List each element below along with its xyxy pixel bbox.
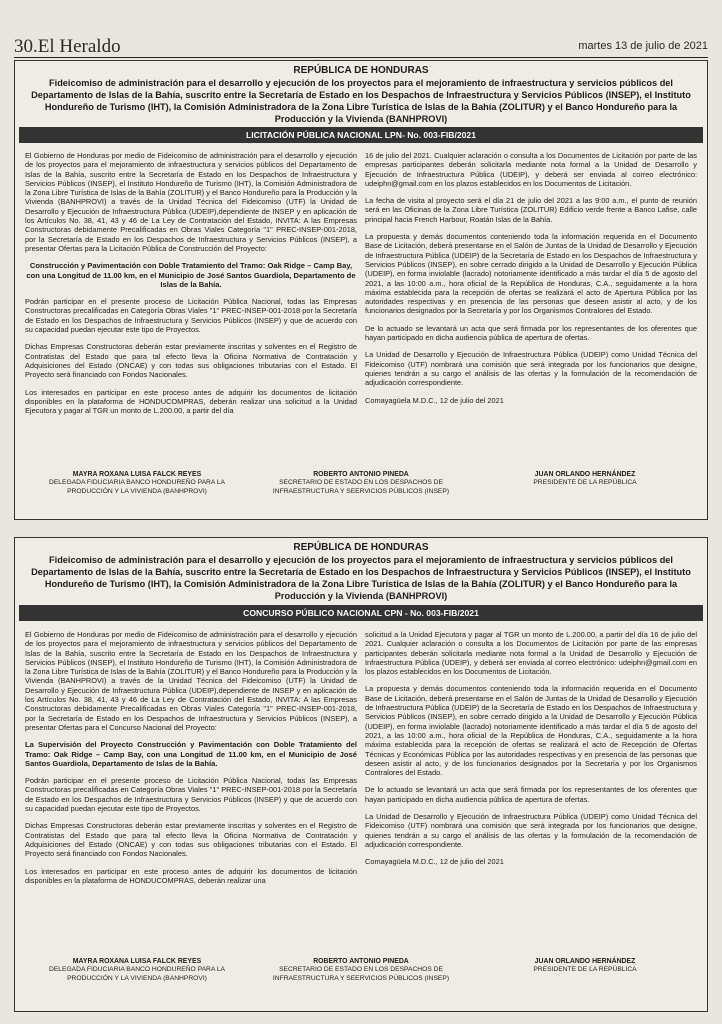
- paragraph: La propuesta y demás documentos conteniendo toda la información requerida en el Documento Base de Licitación, deberá presentarse en el Salón de Juntas de la Unidad de Desarrollo y Ejecución de Infraestructura Pública (UDEIP) de la Secretaría de Estado en los Despachos de Infraestructura y Servicios Públicos (INSEP), en sobre cerrado dirigido a la Unidad de Desarrollo y Ejecución Pública (UDEIP), en forma inviolable (lacrado) notoriamente identificado a más tardar el día 5 de agosto del 2021, a las 10:00 a.m., hora oficial de la República de Honduras, C.A., seguidamente a la hora máxima establecida para la recepción de ofertas se realizará el acto de Recepción de Ofertas Técnicas y Económicas Pública por las autoridades respectivas y en presencia de las personas que deseen asistir al acto, y de los funcionarios designados por la Secretaría y por los Organismos Contralores del Estado.: [365, 684, 697, 778]
- signature-block: [25, 471, 697, 496]
- signature-block: [25, 958, 697, 983]
- signer-role: SECRETARIO DE ESTADO EN LOS DESPACHOS DE INFRAESTRUCTURA Y SEERVICIOS PÚBLICOS (INSEP): [272, 479, 450, 495]
- notice-title: Fideicomiso de administración para el desarrollo y ejecución de los proyectos para el mejoramiento de infraestructura y servicios públicos del Departamento de Islas de la Bahía, suscrito entre la Secretaría de Estado en los Despachos de Infraestructura y Servicios Públicos (INSEP), el Instituto Hondureño de Turismo (IHT), la Comisión Administradora de la Zona Libre Turística de Islas de la Bahía (ZOLITUR) y el Banco Hondureño para la Producción y la Vivienda (BANHPROVI): [31, 555, 691, 601]
- signature: [35, 958, 240, 983]
- notice-body: [25, 630, 697, 893]
- paragraph: El Gobierno de Honduras por medio de Fideicomiso de administración para el desarrollo y ejecución de los proyectos para el mejoramiento de infraestructura y servicios públicos del Departamento de Islas de la Bahía, suscrito entre la Secretaría de Estado en los Despachos de Infraestructura y Servicios Públicos (INSEP), el Instituto Hondureño de Turismo (IHT), la Comisión Administradora de la Zona Libre Turística de Islas de la Bahía (ZOLITUR) y el Banco Hondureño para la Producción y la Vivienda (BANHPROVI) a través de la Unidad Técnica del Fideicomiso (UTF) la Unidad de Desarrollo y Ejecución de Infraestructura Pública (UDEIP),dependiente de INSEP y en aplicación de los Artículos No. 38, 41, 43 y 46 de La Ley de Contratación del Estado, INVITA: A las Empresas Constructoras debidamente Precalificadas en Obras Viales Categoría "1" PREC-INSEP-001-2018, por la Secretaría de Estado en los Despachos de Infraestructura y Servicios Públicos (INSEP), a presentar Ofertas para la Licitación Pública de Construcción del Proyecto:: [25, 151, 357, 253]
- project-name: Construcción y Pavimentación con Doble Tratamiento del Tramo: Oak Ridge – Camp Bay, con una Longitud de 11.00 km, en el Municipio de José Santos Guardiola, Departamento de Islas de la Bahía.: [26, 261, 356, 289]
- paragraph: 16 de julio del 2021. Cualquier aclaración o consulta a los Documentos de Licitación por parte de las empresas participantes deberán solicitarla mediante nota formal a la Unidad de Desarrollo y Ejecución de Infraestructura Pública (UDEIP), y deberá ser enviada al correo electrónico: udeiphn@gmail.com en los plazos establecidos en los Documentos de Licitación.: [365, 151, 697, 188]
- notice-republic-heading: REPÚBLICA DE HONDURAS: [293, 65, 429, 76]
- signer-name: JUAN ORLANDO HERNÁNDEZ: [534, 471, 636, 478]
- notice-body: [25, 151, 697, 423]
- signature: [35, 471, 240, 496]
- paragraph: Dichas Empresas Constructoras deberán estar previamente inscritas y solventes en el Registro de Contratistas del Estado que para tal efecto lleva la Oficina Normativa de Contratación y Adquisiciones del Estado (ONCAE) y con todas sus obligaciones tributarias con el Estado. El Proyecto será financiado con Fondos Nacionales.: [25, 821, 357, 859]
- paragraph: Podrán participar en el presente proceso de Licitación Pública Nacional, todas las Empresas Constructoras precalificadas en Categoría Obras Viales "1" PREC-INSEP-001-2018 por la Secretaría de Estado en los Despachos de Infraestructura y Servicios Públicos (INSEP) y que de acuerdo con su capacidad puedan ejecutar este tipo de Proyectos.: [25, 776, 357, 814]
- signature: [483, 471, 688, 496]
- place-date: Comayagüela M.D.C., 12 de julio del 2021: [365, 395, 504, 405]
- signature: [259, 958, 464, 983]
- notice-right-column: [365, 630, 697, 893]
- notice-tender-bar: CONCURSO PÚBLICO NACIONAL CPN - No. 003-FIB/2021: [19, 605, 703, 621]
- paragraph: Los interesados en participar en este proceso antes de adquirir los documentos de licitación disponibles en la plataforma de HONDUCOMPRAS, deberán realizar una: [25, 866, 357, 885]
- paragraph: La fecha de visita al proyecto será el día 21 de julio del 2021 a las 9:00 a.m., el punto de reunión será en las Oficinas de la Zona Libre Turística (ZOLITUR) Edificio verde frente a Banco Lafise, calle principal hacia French Harbour, Roatán Islas de la Bahía.: [365, 196, 697, 224]
- signer-name: MAYRA ROXANA LUISA FALCK REYES: [72, 958, 202, 965]
- paragraph: El Gobierno de Honduras por medio de Fideicomiso de administración para el desarrollo y ejecución de los proyectos para el mejoramiento de infraestructura y servicios públicos del Departamento de Islas de la Bahía, suscrito entre la Secretaría de Estado en los Despachos de Infraestructura y Servicios Públicos (INSEP), el Instituto Hondureño de Turismo (IHT), la Comisión Administradora de la Zona Libre Turística de Islas de la Bahía (ZOLITUR) y el Banco Hondureño para la Producción y la Vivienda (BANHPROVI) a través de la Unidad Técnica del Fideicomiso (UTF) la Unidad de Desarrollo y Ejecución de Infraestructura Pública (UDEIP),dependiente de INSEP y en aplicación de los Artículos No. 38, 41, 43 y 46 de La Ley de Contratación del Estado, INVITA: A las Empresas Constructoras debidamente Precalificadas en Obras Viales Categoría "1" PREC-INSEP-001-2018, por la Secretaría de Estado en los Despachos de Infraestructura y Servicios Públicos (INSEP), a presentar Ofertas para el Concurso Nacional del Proyecto:: [25, 630, 357, 732]
- paragraph: De lo actuado se levantará un acta que será firmada por los representantes de los oferentes que hayan participado en dicha audiencia pública de apertura de ofertas.: [365, 323, 697, 343]
- notice-republic-heading: REPÚBLICA DE HONDURAS: [293, 542, 429, 553]
- tender-notice-cpn: [14, 537, 708, 1012]
- newspaper-brand: 30.El Heraldo: [14, 36, 121, 57]
- signer-role: DELEGADA FIDUCIARIA BANCO HONDUREÑO PARA LA PRODUCCIÓN Y LA VIVIENDA (BANHPROVI): [48, 479, 226, 495]
- notice-tender-bar: LICITACIÓN PÚBLICA NACIONAL LPN- No. 003-FIB/2021: [19, 127, 703, 143]
- signer-name: ROBERTO ANTONIO PINEDA: [313, 958, 409, 965]
- project-name: La Supervisión del Proyecto Construcción y Pavimentación con Doble Tratamiento del Tramo: Oak Ridge – Camp Bay, con una Longitud de 11.00 km, en el Municipio de José Santos Guardiola, Departamento de Islas de la Bahía.: [25, 740, 357, 768]
- paragraph: La propuesta y demás documentos conteniendo toda la información requerida en el Documento Base de Licitación, deberá presentarse en el Salón de Juntas de la Unidad de Desarrollo y Ejecución de Infraestructura Pública (UDEIP) de la Secretaría de Estado en los Despachos de Infraestructura y Servicios Públicos (INSEP), en sobre cerrado dirigido a la Unidad de Desarrollo y Ejecución Pública (UDEIP), en forma inviolable (lacrado) notoriamente identificado a más tardar el día 5 de agosto del 2021, a las 10:00 a.m., hora oficial de la República de Honduras, C.A., seguidamente a la hora máxima establecida para la recepción de ofertas se realizará el acto de Apertura Pública por las autoridades respectivas y en presencia de las personas que deseen asistir al acto, y de los funcionarios designados por la Secretaría y por los Organismos Contralores del Estado.: [365, 232, 697, 316]
- notice-right-column: [365, 151, 697, 423]
- paragraph: De lo actuado se levantará un acta que será firmada por los representantes de los oferentes que hayan participado en dicha audiencia pública de apertura de ofertas.: [365, 785, 697, 804]
- masthead: [14, 34, 708, 58]
- issue-date: martes 13 de julio de 2021: [578, 40, 708, 52]
- paragraph: Los interesados en participar en este proceso antes de adquirir los documentos de licitación disponibles en la plataforma de HONDUCOMPRAS, deberán realizar una solicitud a la Unidad Ejecutora y pagar al TGR un monto de L.200.00, a partir del día: [25, 387, 357, 416]
- signer-role: PRESIDENTE DE LA REPÚBLICA: [533, 966, 637, 974]
- signature: [483, 958, 688, 983]
- notice-left-column: [25, 630, 357, 893]
- signer-name: JUAN ORLANDO HERNÁNDEZ: [534, 958, 636, 965]
- signer-role: SECRETARIO DE ESTADO EN LOS DESPACHOS DE INFRAESTRUCTURA Y SEERVICIOS PÚBLICOS (INSEP): [272, 966, 450, 982]
- signature: [259, 471, 464, 496]
- paragraph: La Unidad de Desarrollo y Ejecución de Infraestructura Pública (UDEIP) como Unidad Técnica del Fideicomiso (UTF) nombrará una comisión que será integrada por los funcionarios que designe, quienes tendrán a su cargo el análisis de las ofertas y la formulación de la recomendación de adjudicación correspondiente.: [365, 350, 697, 388]
- notice-left-column: [25, 151, 357, 423]
- paragraph: solicitud a la Unidad Ejecutora y pagar al TGR un monto de L.200.00, a partir del día 16 de julio del 2021. Cualquier aclaración o consulta a los Documentos de Licitación por parte de las empresas participantes deberán solicitarla mediante nota formal a la Unidad de Desarrollo y Ejecución de Infraestructura Pública (UDEIP), y deberá ser enviada al correo electrónico: udeiphn@gmail.com en los plazos establecidos en los Documentos de Licitación.: [365, 630, 697, 677]
- paragraph: Podrán participar en el presente proceso de Licitación Pública Nacional, todas las Empresas Constructoras precalificadas en Categoría Obras Viales "1" PREC-INSEP-001-2018 por la Secretaría de Estado en los Despachos de Infraestructura y Servicios Públicos (INSEP) y que de acuerdo con su capacidad puedan ejecutar este tipo de Proyectos.: [25, 297, 357, 335]
- place-date: Comayagüela M.D.C., 12 de julio del 2021: [365, 857, 504, 867]
- signer-role: DELEGADA FIDUCIARIA BANCO HONDUREÑO PARA LA PRODUCCIÓN Y LA VIVIENDA (BANHPROVI): [48, 966, 226, 982]
- notice-title: Fideicomiso de administración para el desarrollo y ejecución de los proyectos para el mejoramiento de infraestructura y servicios públicos del Departamento de Islas de la Bahía, suscrito entre la Secretaría de Estado en los Despachos de Infraestructura y Servicios Públicos (INSEP), el Instituto Hondureño de Turismo (IHT), la Comisión Administradora de la Zona Libre Turística de Islas de la Bahía (ZOLITUR) y el Banco Hondureño para la Producción y la Vivienda (BANHPROVI): [31, 78, 691, 124]
- signer-name: MAYRA ROXANA LUISA FALCK REYES: [72, 471, 202, 478]
- signer-role: PRESIDENTE DE LA REPÚBLICA: [533, 479, 637, 487]
- paragraph: Dichas Empresas Constructoras deberán estar previamente inscritas y solventes en el Registro de Contratistas del Estado que para tal efecto lleva la Oficina Normativa de Contratación y Adquisiciones del Estado (ONCAE) y con todas sus obligaciones tributarias con el Estado. El Proyecto será financiado con Fondos Nacionales.: [25, 342, 357, 380]
- signer-name: ROBERTO ANTONIO PINEDA: [313, 471, 409, 478]
- paragraph: La Unidad de Desarrollo y Ejecución de Infraestructura Pública (UDEIP) como Unidad Técnica del Fideicomiso (UTF) nombrará una comisión que será integrada por los funcionarios que designe, quienes tendrán a su cargo el análisis de las ofertas y la formulación de la recomendación de adjudicación correspondiente.: [365, 812, 697, 849]
- tender-notice-lpn: [14, 60, 708, 520]
